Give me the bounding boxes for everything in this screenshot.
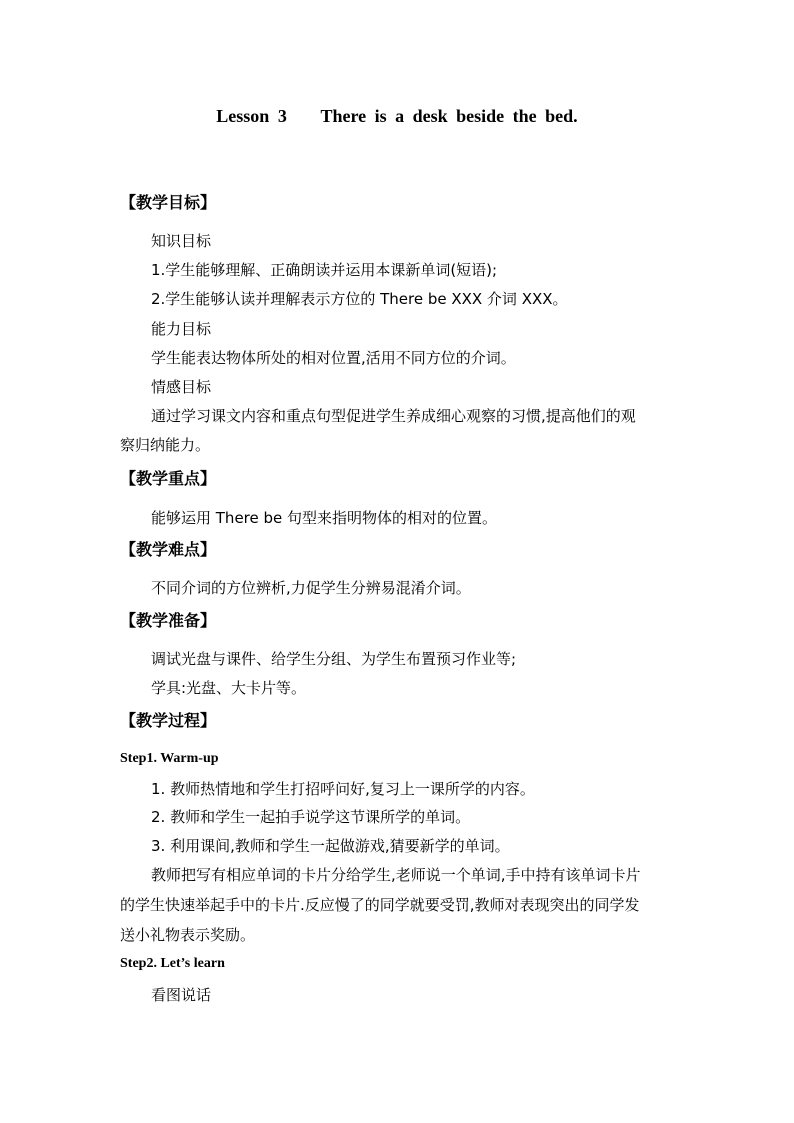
step2-item-1: 看图说话 xyxy=(151,986,212,1004)
step1-paragraph-line-3: 送小礼物表示奖励。 xyxy=(120,926,256,944)
knowledge-goal-label: 知识目标 xyxy=(151,232,212,250)
step2-title: Step2. Let’s learn xyxy=(120,956,225,971)
step1-item-3: 3. 利用课间,教师和学生一起做游戏,猜要新学的单词。 xyxy=(151,837,510,855)
emotion-goal-text-line-2: 察归纳能力。 xyxy=(120,436,211,454)
emotion-goal-label: 情感目标 xyxy=(151,378,212,396)
emotion-goal-text-line-1: 通过学习课文内容和重点句型促进学生养成细心观察的习惯,提高他们的观 xyxy=(151,407,636,425)
step1-item-2: 2. 教师和学生一起拍手说学这节课所学的单词。 xyxy=(151,808,471,826)
heading-difficult-points: 【教学难点】 xyxy=(120,540,217,559)
step1-paragraph-line-1: 教师把写有相应单词的卡片分给学生,老师说一个单词,手中持有该单词卡片 xyxy=(151,866,641,884)
knowledge-goal-item-1: 1.学生能够理解、正确朗读并运用本课新单词(短语); xyxy=(151,261,498,279)
ability-goal-label: 能力目标 xyxy=(151,320,212,338)
heading-teaching-process: 【教学过程】 xyxy=(120,711,217,730)
knowledge-goal-item-2: 2.学生能够认读并理解表示方位的 There be XXX 介词 XXX。 xyxy=(151,290,568,308)
heading-teaching-goals: 【教学目标】 xyxy=(120,193,217,212)
preparation-text-2: 学具:光盘、大卡片等。 xyxy=(151,679,307,697)
step1-item-1: 1. 教师热情地和学生打招呼问好,复习上一课所学的内容。 xyxy=(151,780,535,798)
preparation-text-1: 调试光盘与课件、给学生分组、为学生布置预习作业等; xyxy=(151,650,517,668)
heading-preparation: 【教学准备】 xyxy=(120,611,217,630)
page-title: Lesson 3 There is a desk beside the bed. xyxy=(216,106,578,126)
step1-paragraph-line-2: 的学生快速举起手中的卡片.反应慢了的同学就要受罚,教师对表现突出的同学发 xyxy=(120,896,640,914)
step1-title: Step1. Warm-up xyxy=(120,751,219,766)
ability-goal-text: 学生能表达物体所处的相对位置,活用不同方位的介词。 xyxy=(151,349,516,367)
heading-key-points: 【教学重点】 xyxy=(120,469,217,488)
difficult-points-text: 不同介词的方位辨析,力促学生分辨易混淆介词。 xyxy=(151,579,471,597)
key-points-text: 能够运用 There be 句型来指明物体的相对的位置。 xyxy=(151,509,498,527)
